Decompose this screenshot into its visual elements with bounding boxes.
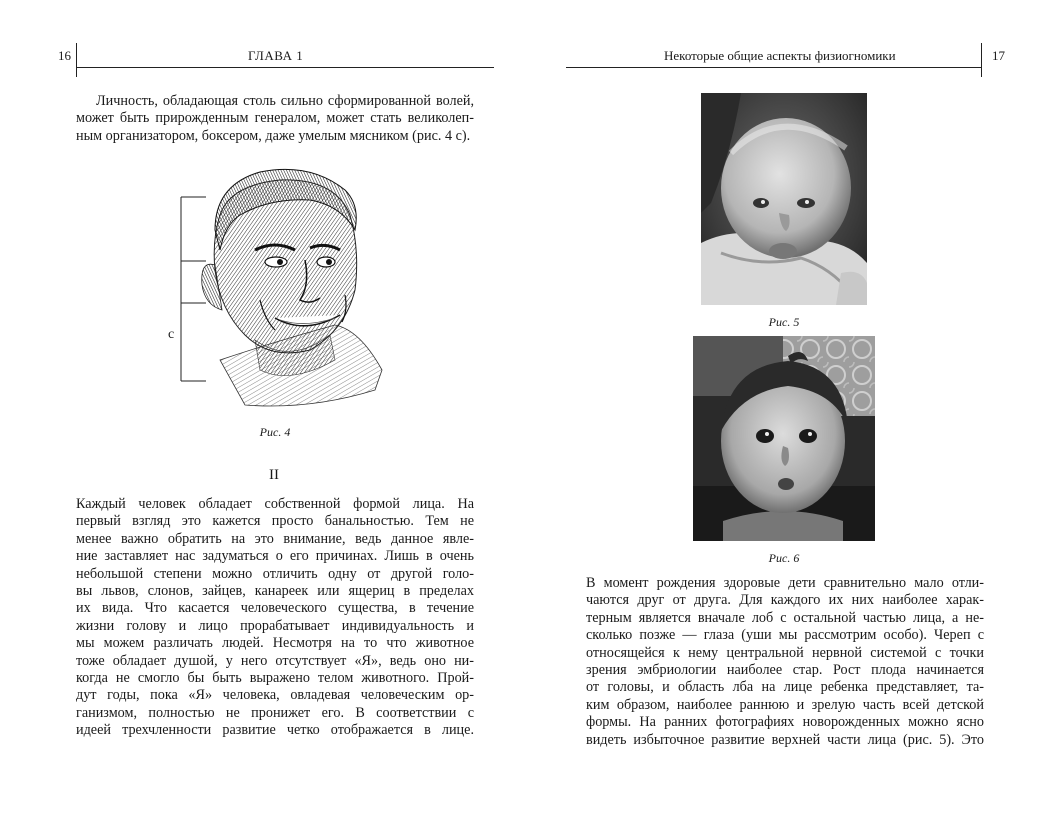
text-line: может быть прирожденным генералом, может стать великолеп- [76, 110, 474, 127]
body-paragraph-left [76, 496, 474, 740]
text-line: жизни голову и лицо прорабатывает индивидуальность и [76, 617, 474, 634]
newborn-photo-image [701, 93, 867, 305]
figure-4-portrait [160, 160, 390, 415]
text-line: идеей трехчленности развитие четко отображается в лице. [76, 722, 474, 739]
figure-4-caption: Рис. 4 [259, 425, 291, 439]
section-number: II [269, 467, 279, 483]
text-line: формы. На ранних фотографиях новорожденных можно ясно [586, 714, 984, 731]
page-number-right: 17 [992, 48, 1005, 63]
text-line: вы львов, слонов, зайцев, канареек или ящериц в пределах [76, 583, 474, 600]
text-line: менее важно обратить на это внимание, ведь данное явле- [76, 530, 474, 547]
text-line: В момент рождения здоровые дети сравнительно мало отли- [586, 575, 984, 591]
body-paragraph-right [586, 575, 984, 749]
text-line: тоже обладает душой, у него отсутствует «Я», ведь оно ни- [76, 652, 474, 669]
text-line: ние заставляет нас задуматься о его причинах. Лишь в очень [76, 548, 474, 565]
text-line: ганизмом, полностью не пронижет его. В соответствии с [76, 704, 474, 721]
text-line: Личность, обладающая столь сильно сформированной волей, [96, 93, 474, 109]
baby-photo-image [693, 336, 875, 541]
text-line: ким образом, наиболее раннюю и зрелую часть всей детской [586, 696, 984, 713]
text-line: видеть избыточное развитие верхней части лица (рис. 5). Это [586, 731, 984, 748]
intro-paragraph [76, 93, 474, 145]
figure-5-caption: Рис. 5 [768, 315, 800, 329]
header-rule-right [566, 67, 981, 68]
figure-6-caption: Рис. 6 [768, 551, 800, 565]
text-line: их вида. Что касается человеческого существа, в течение [76, 600, 474, 617]
header-divider-left [76, 43, 77, 77]
text-line: относящейся к нему центральной нервной системой с точки [586, 644, 984, 661]
text-line: чаются друг от друга. Для каждого их них наиболее харак- [586, 592, 984, 609]
header-rule-left [76, 67, 494, 68]
header-divider-right [981, 43, 982, 77]
running-head-left: ГЛАВА 1 [248, 48, 304, 63]
right-page [530, 0, 1059, 813]
portrait-engraving-image [160, 160, 390, 415]
text-line: терным является вначале лоб с остальной частью лица, а не- [586, 609, 984, 626]
text-line: сколько позже — глаза (уши мы рассмотрим особо). Череп с [586, 627, 984, 644]
text-line: первый взгляд это кажется просто банальностью. Тем не [76, 513, 474, 530]
running-head-right: Некоторые общие аспекты физиогномики [664, 48, 896, 63]
text-line: ным организатором, боксером, даже умелым мясником (рис. 4 с). [76, 127, 471, 144]
text-line: Каждый человек обладает собственной формой лица. На [76, 496, 474, 512]
figure-6-photo [693, 336, 875, 541]
text-line: небольшой степени можно отличить одну от другой голо- [76, 565, 474, 582]
page-number-left: 16 [58, 48, 71, 63]
figure-5-photo [701, 93, 867, 305]
figure-label-c: c [168, 327, 175, 342]
text-line: когда не смогло бы быть выражено телом животного. Прой- [76, 670, 474, 687]
text-line: от головы, и область лба на лице ребенка представляет, та- [586, 679, 984, 696]
text-line: зрения эмбриологии наиболее стар. Рост плода начинается [586, 662, 984, 679]
text-line: дут годы, пока «Я» человека, овладевая человеческим ор- [76, 687, 474, 704]
text-line: мы можем различать людей. Несмотря на то что животное [76, 635, 474, 652]
